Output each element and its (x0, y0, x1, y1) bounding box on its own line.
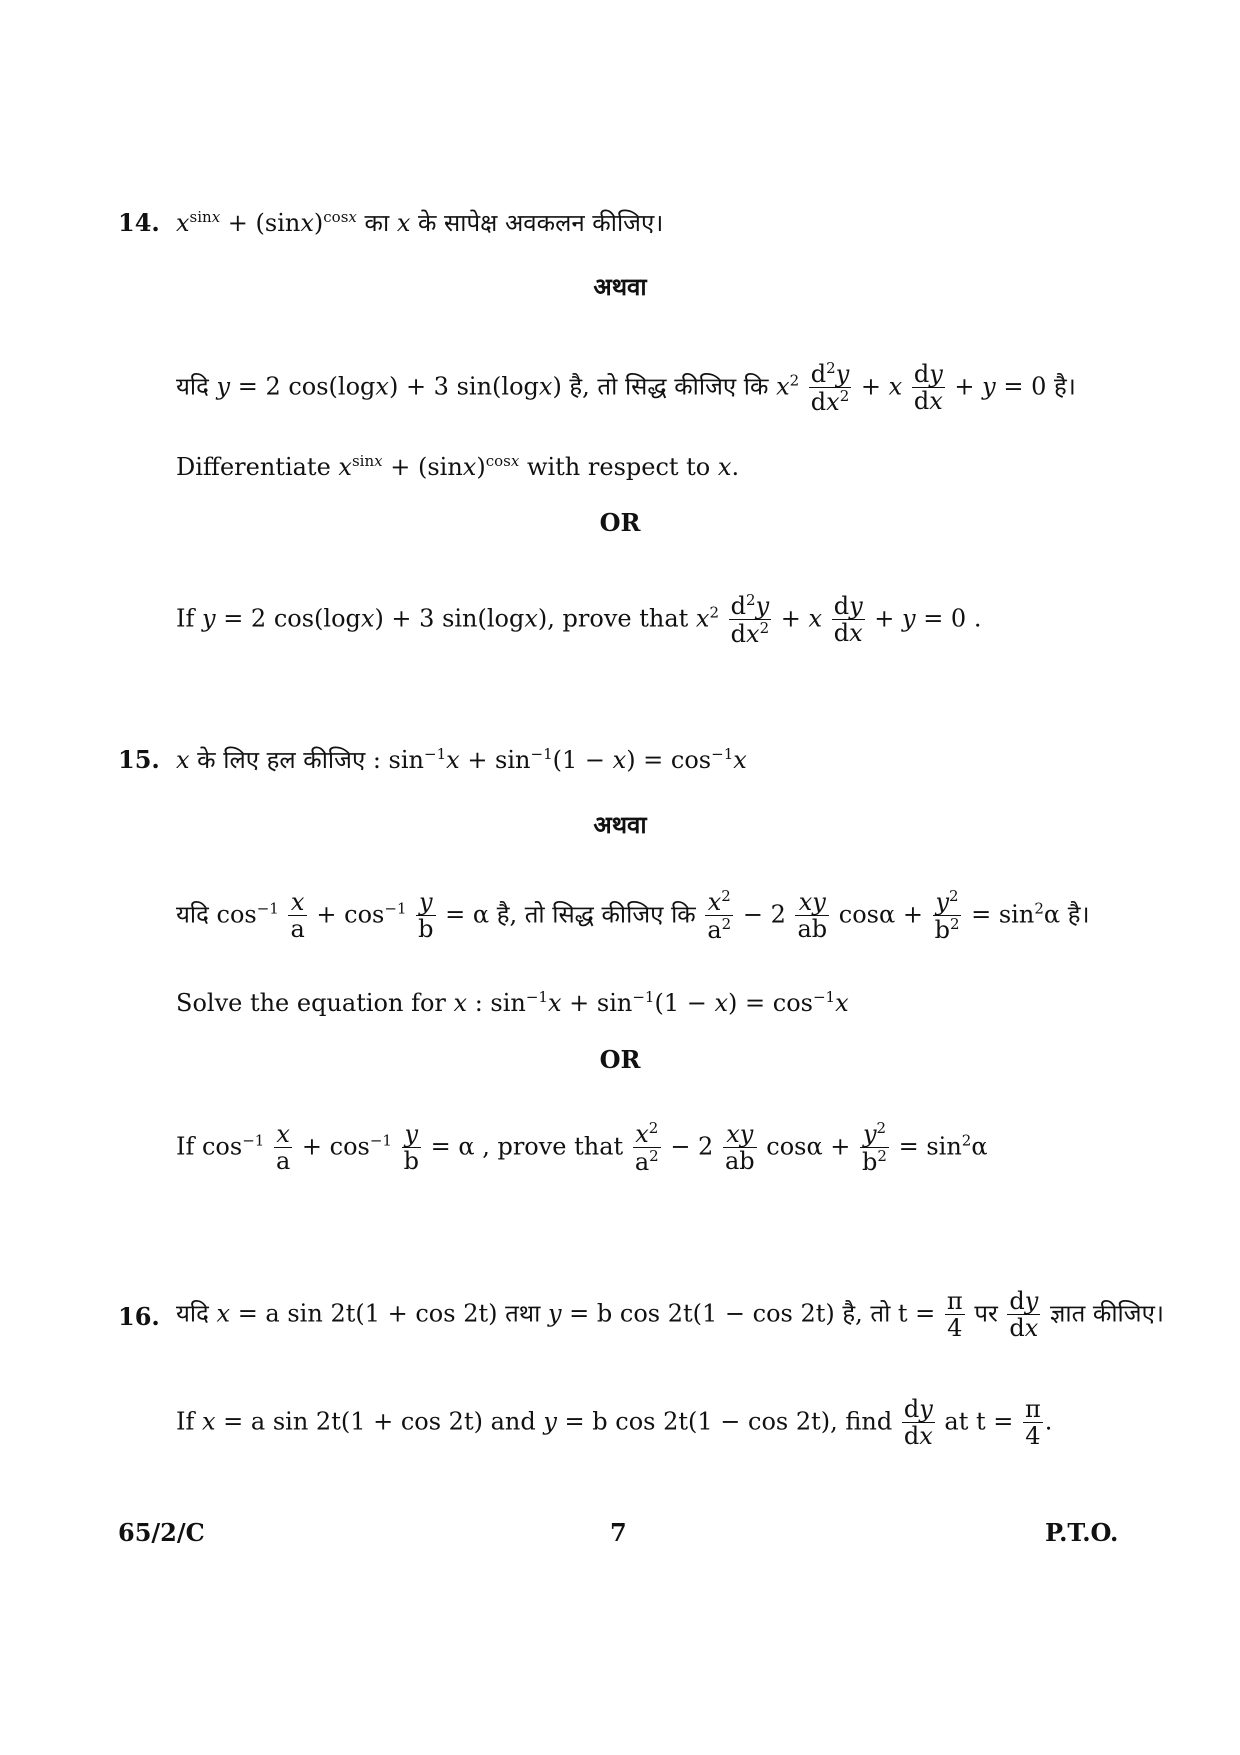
fraction: $\frac{\pi}{4}$ (1025, 1395, 1041, 1451)
question-14-english-alt: If y = 2 cos(logx) + 3 sin(logx), prove that $x^2$ $\frac{d^2y}{dx^2}$ + x $\frac{dy}{dx}$ + y = 0 . (176, 591, 982, 649)
question-14-hindi-alt: यदि y = 2 cos(logx) + 3 sin(logx) है, तो सिद्ध कीजिए कि $x^2$ $\frac{d^2y}{dx^2}$ + x $\frac{dy}{dx}$ + y = 0 है। (176, 359, 1076, 417)
fraction: $\frac{\pi}{4}$ (946, 1287, 963, 1343)
question-14-hindi-main: $x^{sinx} + (\sin x)^{cosx}$ का x के सापेक्ष अवकलन कीजिए। (176, 208, 664, 237)
question-14-english-main: Differentiate $x^{sinx} + (\sin x)^{cosx}$ with respect to x. (176, 452, 740, 481)
fraction: $\frac{xy}{ab}$ (724, 1120, 755, 1176)
question-14-or-english: OR (599, 508, 641, 537)
question-15-english-main: Solve the equation for x : $\sin^{-1}x + \sin^{-1}(1 - x) = \cos^{-1}x$ (176, 988, 849, 1017)
pto-label: P.T.O. (1045, 1518, 1119, 1547)
fraction: $\frac{x^2}{a^2}$ (707, 887, 732, 945)
question-15-or-hindi: अथवा (593, 810, 647, 839)
paper-code: 65/2/C (118, 1518, 205, 1547)
question-16-number: 16. (118, 1302, 160, 1331)
fraction: $\frac{dy}{dx}$ (833, 592, 863, 648)
question-15-hindi-alt: यदि $\cos^{-1}$ $\frac{x}{a}$ + $\cos^{-1}$ $\frac{y}{b}$ = α है, तो सिद्ध कीजिए कि $\frac{x^2}{a^2}$ − 2 $\frac{xy}{ab}$ cosα + $\frac{y^2}{b^2}$ = $\sin^2\alpha$ है। (176, 887, 1090, 945)
q14-hindi-text: का x के सापेक्ष अवकलन कीजिए। (364, 209, 664, 237)
question-15-english-alt: If $\cos^{-1}$ $\frac{x}{a}$ + $\cos^{-1}$ $\frac{y}{b}$ = α , prove that $\frac{x^2}{a^2}$ − 2 $\frac{xy}{ab}$ cosα + $\frac{y^2}{b^2}$ = $\sin^2\alpha$ (176, 1119, 988, 1177)
question-15-number: 15. (118, 745, 160, 774)
fraction: $\frac{xy}{ab}$ (797, 888, 828, 944)
fraction: $\frac{y}{b}$ (418, 888, 434, 944)
fraction: $\frac{dy}{dx}$ (1009, 1287, 1039, 1343)
fraction: $\frac{dy}{dx}$ (903, 1395, 933, 1451)
fraction: $\frac{y^2}{b^2}$ (934, 887, 960, 945)
fraction: $\frac{x}{a}$ (275, 1120, 291, 1176)
question-15-hindi-main: x के लिए हल कीजिए : $\sin^{-1}x + \sin^{-1}(1 - x) = \cos^{-1}x$ (176, 745, 747, 774)
fraction: $\frac{dy}{dx}$ (913, 360, 943, 416)
fraction: $\frac{x}{a}$ (290, 888, 305, 944)
question-16-english-main: If x = a sin 2t(1 + cos 2t) and y = b cos 2t(1 − cos 2t), find $\frac{dy}{dx}$ at t = $\frac{\pi}{4}$ . (176, 1395, 1053, 1451)
question-16-hindi-main: यदि x = a sin 2t(1 + cos 2t) तथा y = b cos 2t(1 − cos 2t) है, तो t = $\frac{\pi}{4}$ पर $\frac{dy}{dx}$ ज्ञात कीजिए। (176, 1287, 1164, 1343)
question-14-number: 14. (118, 208, 160, 237)
question-14-or-hindi: अथवा (593, 272, 647, 301)
fraction: $\frac{d^2y}{dx^2}$ (730, 591, 770, 649)
page-number: 7 (610, 1518, 627, 1547)
fraction: $\frac{y^2}{b^2}$ (862, 1119, 887, 1177)
fraction: $\frac{d^2y}{dx^2}$ (810, 359, 850, 417)
fraction: $\frac{x^2}{a^2}$ (634, 1119, 659, 1177)
question-15-or-english: OR (599, 1045, 641, 1074)
fraction: $\frac{y}{b}$ (403, 1120, 419, 1176)
